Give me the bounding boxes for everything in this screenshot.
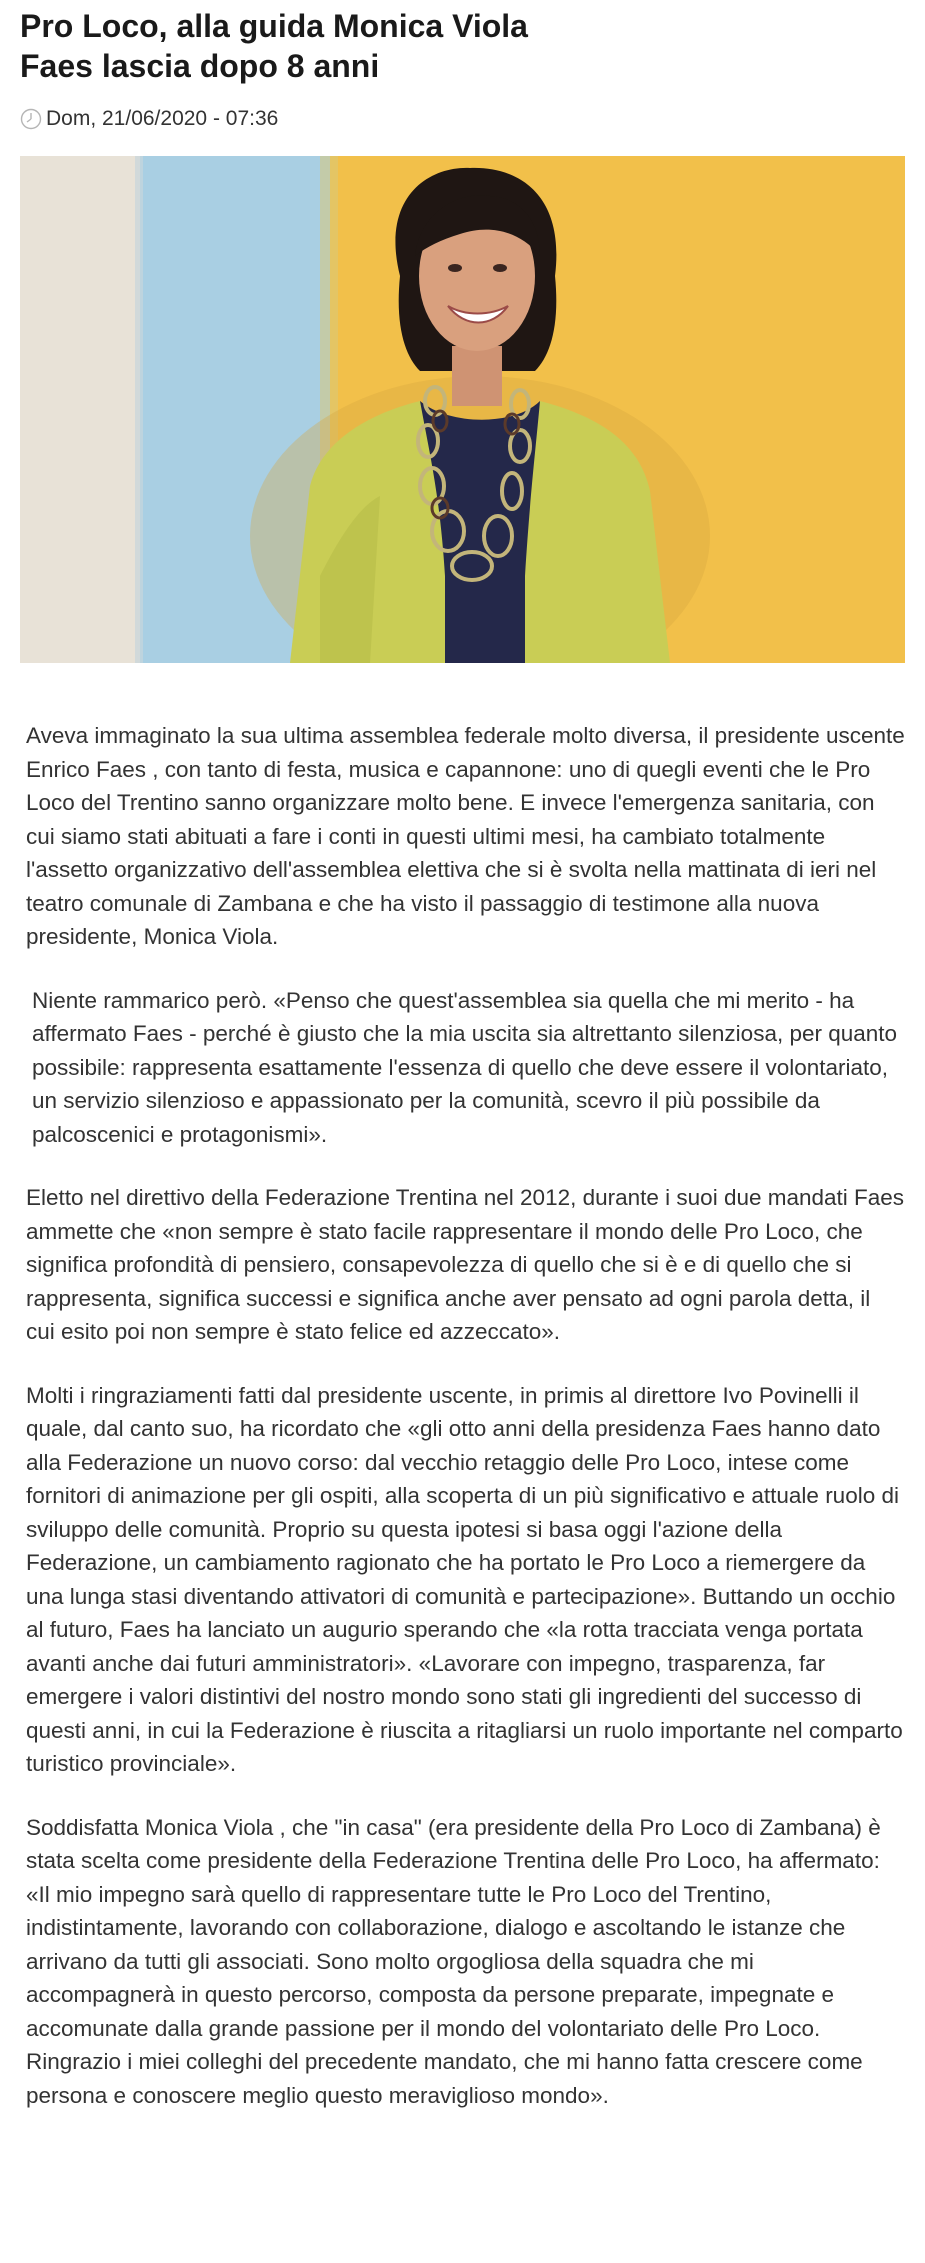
article-dateline [0,86,925,134]
article-photo [20,156,905,663]
article-paragraph-4: Molti i ringraziamenti fatti dal presidente uscente, in primis al direttore Ivo Povinelli il quale, dal canto suo, ha ricordato che «gli otto anni della presidenza Faes hanno dato alla Federazione un nuovo corso: dal vecchio retaggio delle Pro Loco, intese come fornitori di animazione per gli ospiti, alla scoperta di un più significativo e attuale ruolo di sviluppo delle comunità. Proprio su questa ipotesi si basa oggi l'azione della Federazione, un cambiamento ragionato che ha portato le Pro Loco a riemergere da una lunga stasi diventando attivatori di comunità e partecipazione». Buttando un occhio al futuro, Faes ha lanciato un augurio sperando che «la rotta tracciata venga portata avanti anche dai futuri amministratori». «Lavorare con impegno, trasparenza, far emergere i valori distintivi del nostro mondo sono stati gli ingredienti del successo di questi anni, in cui la Federazione è riuscita a ritagliarsi un ruolo importante nel comparto turistico provinciale». [26,1382,903,1776]
article-body [0,663,925,2112]
clock-icon [20,108,42,130]
article-paragraph-5: Soddisfatta Monica Viola , che "in casa" (era presidente della Pro Loco di Zambana) è stata scelta come presidente della Federazione Trentina delle Pro Loco, ha affermato: «Il mio impegno sarà quello di rappresentare tutte le Pro Loco del Trentino, indistintamente, lavorando con collaborazione, dialogo e ascoltando le istanze che arrivano da tutti gli associati. Sono molto orgogliosa della squadra che mi accompagnerà in questo percorso, composta da persone preparate, impegnate e accomunate dalla grande passione per il mondo del volontariato delle Pro Loco. Ringrazio i miei colleghi del precedente mandato, che mi hanno fatta crescere come persona e conoscere meglio questo meraviglioso mondo». [26,1814,881,2108]
article-date: Dom, 21/06/2020 - 07:36 [46,107,279,130]
article-paragraph-3: Eletto nel direttivo della Federazione Trentina nel 2012, durante i suoi due mandati Faes ammette che «non sempre è stato facile rappresentare il mondo delle Pro Loco, che significa profondità di pensiero, consapevolezza di quello che si è e di quello che si rappresenta, significa successi e significa anche aver pensato ad ogni parola detta, il cui esito poi non sempre è stato felice ed azzeccato». [26,1185,905,1344]
article-title-line-1: Pro Loco, alla guida Monica Viola [20,8,528,44]
article-paragraph-2: Niente rammarico però. «Penso che quest'assemblea sia quella che mi merito - ha affermato Faes - perché è giusto che la mia uscita sia altrettanto silenziosa, per quanto possibile: rappresenta esattamente l'essenza di quello che deve essere il volontariato, un servizio silenzioso e appassionato per la comunità, scevro il più possibile da palcoscenici e protagonismi». [32,987,898,1147]
wall-left [20,156,140,663]
portrait-illustration [20,156,905,663]
article-title-line-2: Faes lascia dopo 8 anni [20,48,380,84]
article-paragraph-1: Aveva immaginato la sua ultima assemblea federale molto diversa, il presidente uscente Enrico Faes , con tanto di festa, musica e capannone: uno di quegli eventi che le Pro Loco del Trentino sanno organizzare molto bene. E invece l'emergenza sanitaria, con cui siamo stati abituati a fare i conti in questi ultimi mesi, ha cambiato totalmente l'assetto organizzativo dell'assemblea elettiva che si è svolta nella mattinata di ieri nel teatro comunale di Zambana e che ha visto il passaggio di testimone alla nuova presidente, Monica Viola. [26,723,905,949]
article-title [0,0,925,86]
